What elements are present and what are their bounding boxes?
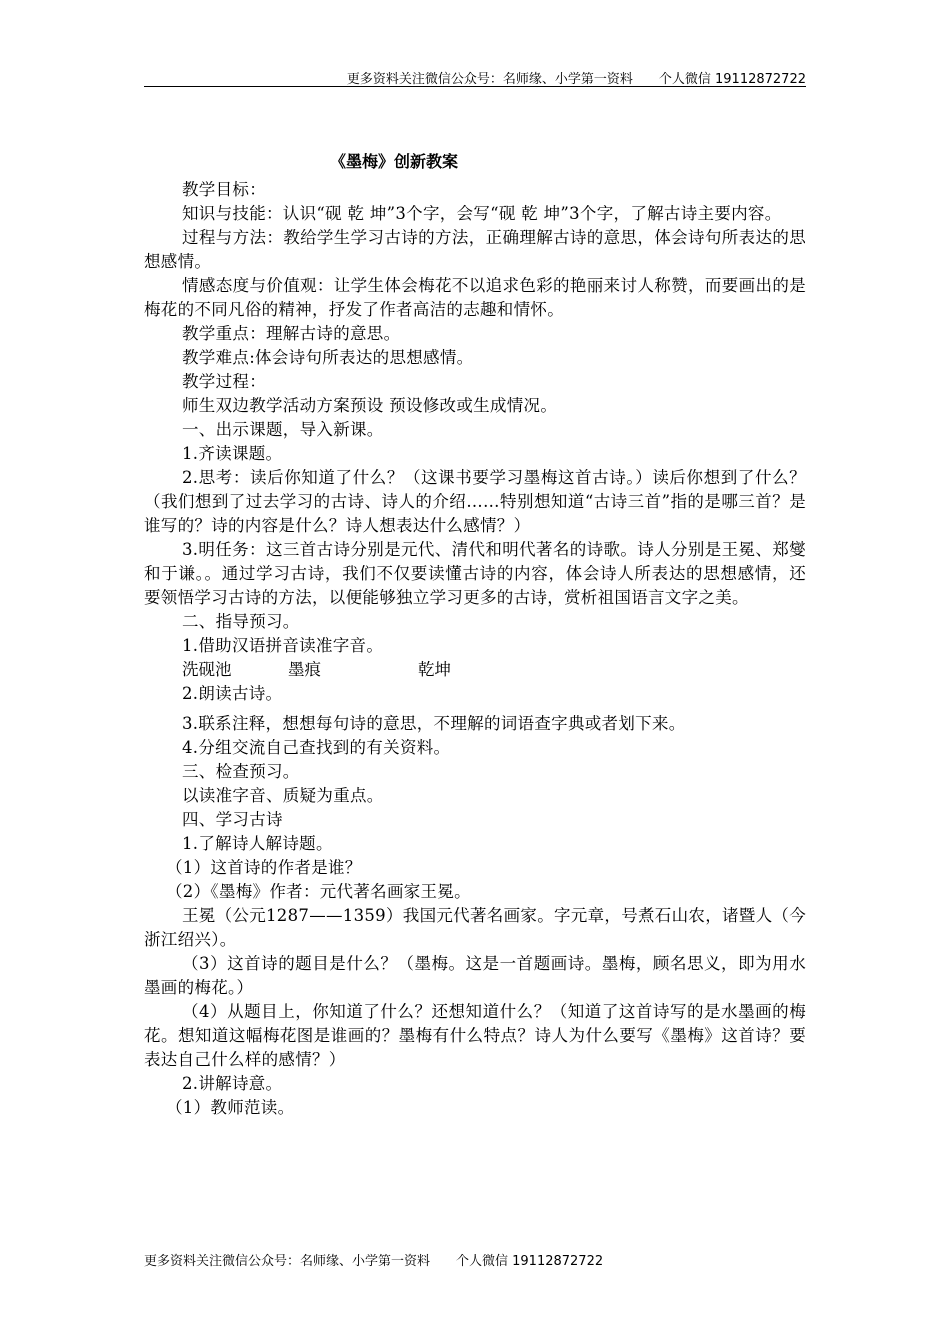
paragraph: （3）这首诗的题目是什么？（墨梅。这是一首题画诗。墨梅，顾名思义，即为用水墨画的梅花。）	[144, 954, 806, 997]
paragraph: 2.朗读古诗。	[182, 684, 283, 703]
paragraph: 师生双边教学活动方案预设 预设修改或生成情况。	[182, 396, 558, 415]
word-item: 墨痕	[288, 660, 321, 679]
word-item: 乾坤	[418, 660, 451, 679]
paragraph: 情感态度与价值观：让学生体会梅花不以追求色彩的艳丽来讨人称赞，而要画出的是梅花的不同凡俗的精神，抒发了作者高洁的志趣和情怀。	[144, 276, 806, 319]
paragraph: 4.分组交流自己查找到的有关资料。	[182, 738, 451, 757]
paragraph: 三、检查预习。	[182, 762, 300, 781]
paragraph: （1）教师范读。	[166, 1098, 295, 1117]
paragraph: 教学难点:体会诗句所表达的思想感情。	[182, 348, 474, 367]
paragraph: 知识与技能：认识“砚 乾 坤”3个字，会写“砚 乾 坤”3个字，了解古诗主要内容。	[182, 204, 782, 223]
paragraph: 一、出示课题，导入新课。	[182, 420, 384, 439]
word-item: 洗砚池	[182, 660, 232, 679]
paragraph: 二、指导预习。	[182, 612, 300, 631]
header-text: 更多资料关注微信公众号：名师缘、小学第一资料 个人微信 19112872722	[346, 72, 806, 87]
paragraph: 教学目标：	[182, 180, 266, 199]
paragraph: 教学重点：理解古诗的意思。	[182, 324, 401, 343]
paragraph: 以读准字音、质疑为重点。	[182, 786, 384, 805]
paragraph: 3.联系注释，想想每句诗的意思，不理解的词语查字典或者划下来。	[182, 714, 686, 733]
paragraph: （4）从题目上，你知道了什么？还想知道什么？（知道了这首诗写的是水墨画的梅花。想知道这幅梅花图是谁画的？墨梅有什么特点？诗人为什么要写《墨梅》这首诗？要表达自己什么样的感情？）	[144, 1002, 806, 1069]
paragraph: 四、学习古诗	[182, 810, 283, 829]
pinyin-words-row	[182, 658, 806, 682]
paragraph: 过程与方法：教给学生学习古诗的方法，正确理解古诗的意思，体会诗句所表达的思想感情。	[144, 228, 806, 271]
paragraph: （2）《墨梅》作者：元代著名画家王冕。	[166, 882, 471, 901]
paragraph: 1.借助汉语拼音读准字音。	[182, 636, 384, 655]
document-body	[144, 150, 806, 1120]
paragraph: 王冕（公元1287——1359）我国元代著名画家。字元章，号煮石山农，诸暨人（今浙江绍兴）。	[144, 906, 806, 949]
paragraph: 2.思考：读后你知道了什么？（这课书要学习墨梅这首古诗。）读后你想到了什么？（我们想到了过去学习的古诗、诗人的介绍……特别想知道“古诗三首”指的是哪三首？是谁写的？诗的内容是什么？诗人想表达什么感情？）	[144, 468, 806, 535]
page-footer: 更多资料关注微信公众号：名师缘、小学第一资料 个人微信 19112872722	[144, 1254, 604, 1269]
paragraph: 1.齐读课题。	[182, 444, 283, 463]
paragraph: 教学过程：	[182, 372, 266, 391]
document-title: 《墨梅》创新教案	[330, 152, 459, 171]
paragraph: 2.讲解诗意。	[182, 1074, 283, 1093]
page-header	[144, 66, 806, 87]
paragraph: （1）这首诗的作者是谁？	[166, 858, 362, 877]
paragraph: 1.了解诗人解诗题。	[182, 834, 333, 853]
paragraph: 3.明任务：这三首古诗分别是元代、清代和明代著名的诗歌。诗人分别是王冕、郑燮和于谦。。通过学习古诗，我们不仅要读懂古诗的内容，体会诗人所表达的思想感情，还要领悟学习古诗的方法，以便能够独立学习更多的古诗，赏析祖国语言文字之美。	[144, 540, 806, 607]
